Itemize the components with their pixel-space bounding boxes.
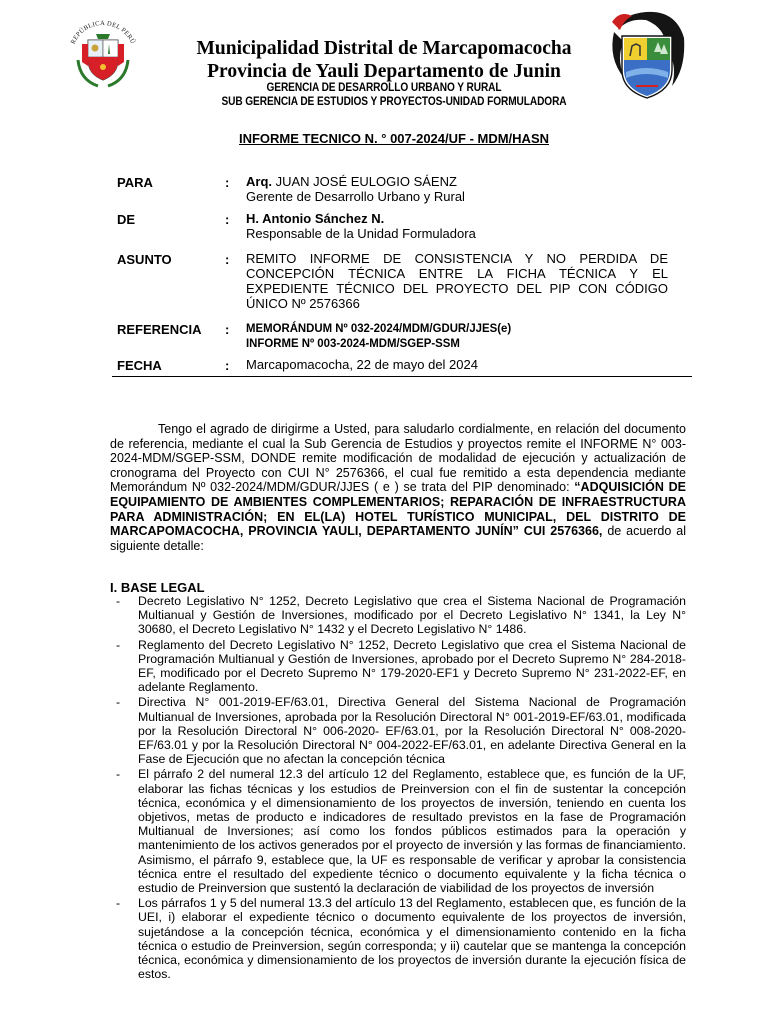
de-value [246, 211, 668, 241]
para-colon: : [225, 175, 230, 190]
list-item [110, 594, 686, 637]
intro-text-part2: de acuerdo al siguiente detalle: [110, 524, 686, 553]
bullet-dash: - [116, 767, 121, 782]
svg-text:REPÚBLICA DEL PERÚ: REPÚBLICA DEL PERÚ [69, 19, 137, 46]
de-colon: : [225, 212, 230, 227]
list-item [110, 767, 686, 895]
legal-basis-list [110, 594, 686, 982]
province-title: Provincia de Yauli Departamento de Junin [207, 61, 561, 82]
fecha-value: Marcapomacocha, 22 de mayo del 2024 [246, 357, 478, 372]
de-name: H. Antonio Sánchez N. [246, 211, 385, 226]
list-item [110, 896, 686, 981]
unit-subtitle: SUB GERENCIA DE ESTUDIOS Y PROYECTOS-UNIDAD FORMULADORA [221, 96, 567, 108]
legal-item-text: Directiva N° 001-2019-EF/63.01, Directiva General del Sistema Nacional de Programación Multianual de Inversiones, aprobada por la Resolución Directoral N° 001-2019-EF/63.01, modificada por la Resolución Directoral N° 006-2020- EF/63.01, por la Resolución Directoral N° 008-2020-EF/63.01 y por la Resolución Directoral N° 004-2022-EF/63.01, en adelante Directiva General en la Fase de Ejecución que no afectan la concepción técnica [138, 695, 686, 767]
department-subtitle: GERENCIA DE DESARROLLO URBANO Y RURAL [266, 82, 502, 94]
para-recipient [246, 174, 668, 189]
header-divider [112, 376, 692, 377]
marcapomacocha-district-shield-icon [606, 8, 686, 104]
report-title: INFORME TECNICO N. ° 007-2024/UF - MDM/HASN [238, 131, 549, 146]
asunto-label: ASUNTO [117, 252, 172, 267]
legal-item-text: Los párrafos 1 y 5 del numeral 13.3 del artículo 13 del Reglamento, establecen que, es función de la UEI, i) elaborar el expediente técnico o documento equivalente de los proyectos de inversión, sujetándose a la concepción técnica, económica y el dimensionamiento contenido en la ficha técnica o estudio de Preinversion, según corresponda; y ii) cautelar que se mantenga la concepción técnica, económica y dimensionamiento de los proyectos de inversión durante la ejecución física de estos. [138, 896, 686, 982]
bullet-dash: - [116, 637, 121, 652]
legal-item-text: Decreto Legislativo N° 1252, Decreto Legislativo que crea el Sistema Nacional de Programación Multianual y Gestión de Inversiones, modificado por el Decreto Legislativo N° 1341, la Ley N° 30680, el Decreto Legislativo N° 1432 y el Decreto Legislativo N° 1486. [138, 594, 686, 637]
project-name: “ADQUISICIÓN DE EQUIPAMIENTO DE AMBIENTES COMPLEMENTARIOS; REPARACIÓN DE INFRAESTRUCTURA PARA ADMINISTRACIÓN; EN EL(LA) HOTEL TURÍSTICO MUNICIPAL, DEL DISTRITO DE MARCAPOMACOCHA, PROVINCIA YAULI, DEPARTAMENTO JUNÍN” CUI 2576366, [110, 480, 686, 539]
referencia-colon: : [225, 322, 230, 337]
referencia-memorandum: MEMORÁNDUM Nº 032-2024/MDM/GDUR/JJES(e) [246, 321, 512, 335]
intro-paragraph [110, 422, 686, 553]
para-prefix: Arq. [246, 174, 272, 189]
referencia-informe: INFORME Nº 003-2024-MDM/SGEP-SSM [246, 336, 460, 350]
para-label: PARA [117, 175, 153, 190]
legal-item-text: El párrafo 2 del numeral 12.3 del artículo 12 del Reglamento, establece que, es función de la UF, elaborar las fichas técnicas y los estudios de Preinversion con el fin de sustentar la concepción técnica, económica y el dimensionamiento de los proyectos de inversión, teniendo en cuenta los objetivos, metas de producto e indicadores de resultado previstos en la fase de Programación Multianual de Inversiones; así como los fondos públicos estimados para la operación y mantenimiento de los activos generados por el proyecto de inversión y las formas de financiamiento. Asimismo, el párrafo 9, establece que, la UF es responsable de verificar y aprobar la consistencia técnica entre el resultado del expediente técnico o documento equivalente y la ficha técnica o estudio de Preinversion que sustentó la declaración de viabilidad de los proyectos de inversión [138, 767, 686, 896]
list-item [110, 638, 686, 695]
intro-text-part1: Tengo el agrado de dirigirme a Usted, para saludarlo cordialmente, en relación del documento de referencia, mediante el cual la Sub Gerencia de Estudios y proyectos remite el INFORME N° 003-2024-MDM/SGEP-SSM, DONDE remite modificación de modalidad de ejecución y actualización de cronograma del Proyecto con CUI N° 2576366, el cual fue remitido a esta dependencia mediante Memorándum Nº 032-2024/MDM/GDUR/JJES ( e ) se trata del PIP denominado: [110, 422, 686, 495]
para-value [246, 174, 668, 204]
list-item [110, 695, 686, 766]
fecha-label: FECHA [117, 358, 162, 373]
referencia-value [246, 321, 668, 351]
de-role: Responsable de la Unidad Formuladora [246, 226, 476, 241]
bullet-dash: - [116, 594, 121, 608]
asunto-colon: : [225, 252, 230, 267]
legal-item-text: Reglamento del Decreto Legislativo N° 1252, Decreto Legislativo que crea el Sistema Nacional de Programación Multianual y Gestión de Inversiones, aprobado por el Decreto Supremo N° 284-2018-EF, modificado por el Decreto Supremo N° 179-2020-EF1 y Decreto Supremo N° 231-2022-EF, en adelante Reglamento. [138, 637, 686, 695]
para-role: Gerente de Desarrollo Urbano y Rural [246, 189, 465, 204]
referencia-label: REFERENCIA [117, 322, 202, 337]
fecha-colon: : [225, 358, 230, 373]
asunto-text: REMITO INFORME DE CONSISTENCIA Y NO PERDIDA DE CONCEPCIÓN TÉCNICA ENTRE LA FICHA TÉCNICA Y EL EXPEDIENTE TÉCNICO DEL PROYECTO DEL PIP CON CÓDIGO ÚNICO Nº 2576366 [246, 251, 668, 311]
bullet-dash: - [116, 896, 121, 911]
bullet-dash: - [116, 695, 121, 710]
de-label: DE [117, 212, 136, 227]
section-title-base-legal: I. BASE LEGAL [110, 580, 205, 595]
municipality-title: Municipalidad Distrital de Marcapomacocha [196, 38, 572, 59]
para-name: JUAN JOSÉ EULOGIO SÁENZ [272, 174, 457, 189]
